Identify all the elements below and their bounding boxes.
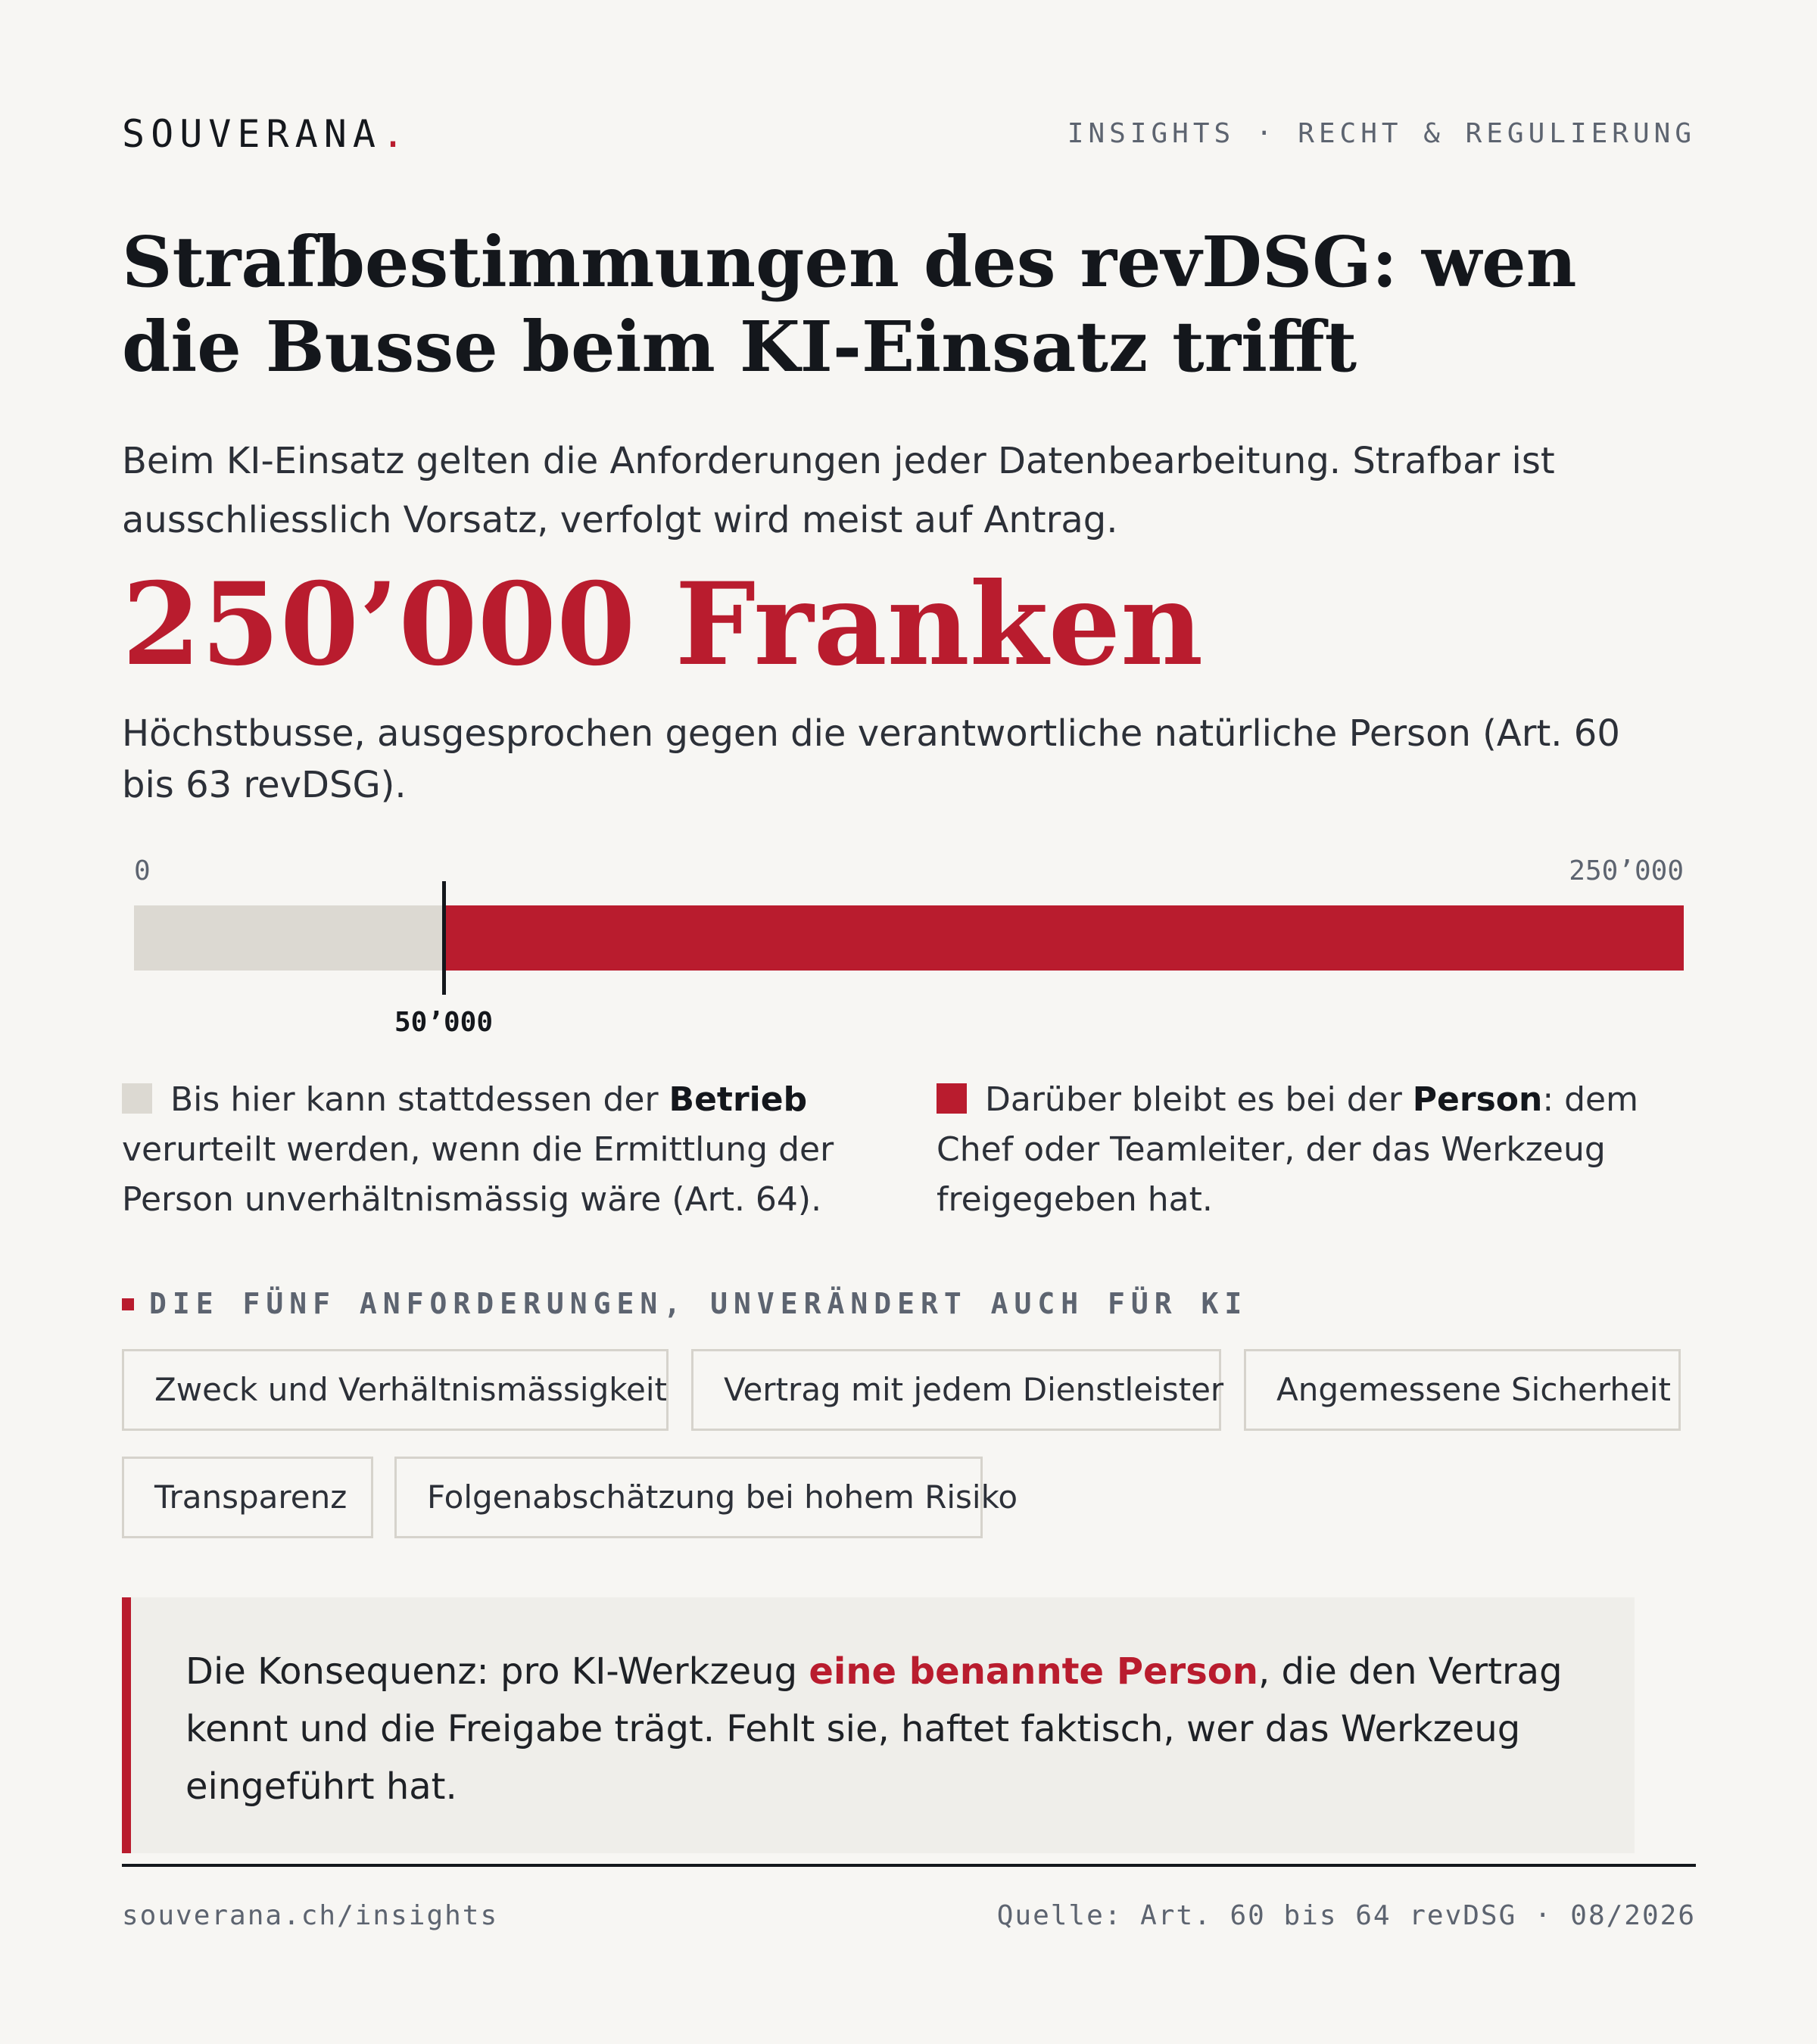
requirement-chip[interactable]: Zweck und Verhältnismässigkeit <box>122 1349 669 1431</box>
threshold-marker <box>442 881 446 995</box>
legend-person-text-before: Darüber bleibt es bei der <box>985 1080 1413 1119</box>
brand-logo[interactable] <box>122 112 410 156</box>
requirement-chip[interactable]: Vertrag mit jedem Dienstleister <box>691 1349 1221 1431</box>
max-fine-caption: Höchstbusse, ausgesprochen gegen die verantwortliche natürliche Person (Art. 60 bis 63 revDSG). <box>122 712 1620 806</box>
grey-swatch-icon <box>122 1083 152 1114</box>
legend-company-text-before: Bis hier kann stattdessen der <box>170 1080 669 1119</box>
requirement-chip[interactable]: Angemessene Sicherheit <box>1244 1349 1681 1431</box>
callout-highlight: eine benannte Person <box>809 1650 1258 1693</box>
legend-company <box>122 1075 849 1225</box>
max-fine-figure: 250’000 Franken <box>122 558 1204 691</box>
legend-person-bold: Person <box>1412 1080 1543 1119</box>
brand-dot: . <box>381 112 411 156</box>
scale-bar-track <box>134 905 1684 971</box>
footer-source: Quelle: Art. 60 bis 64 revDSG · 08/2026 <box>996 1900 1696 1931</box>
requirement-chip[interactable]: Folgenabschätzung bei hohem Risiko <box>394 1457 983 1538</box>
threshold-label: 50’000 <box>394 1007 494 1038</box>
lede: Beim KI-Einsatz gelten die Anforderungen jeder Datenbearbeitung. Strafbar ist ausschliesslich Vorsatz, verfolgt wird meist auf Antrag. <box>122 440 1555 541</box>
requirements-heading <box>122 1287 1248 1320</box>
footer-divider <box>122 1864 1696 1867</box>
legend-person <box>937 1075 1663 1225</box>
square-bullet-icon <box>122 1298 134 1310</box>
requirements-heading-text: DIE FÜNF ANFORDERUNGEN, UNVERÄNDERT AUCH FÜR KI <box>149 1287 1248 1320</box>
footer-url[interactable]: souverana.ch/insights <box>122 1900 499 1931</box>
fine-scale <box>134 855 1684 1045</box>
legend-person-text-after: : dem Chef oder Teamleiter, der das Werkzeug freigegeben hat. <box>937 1080 1638 1219</box>
callout-text-before: Die Konsequenz: pro KI-Werkzeug <box>185 1650 809 1693</box>
consequence-callout <box>122 1597 1635 1853</box>
infographic <box>122 0 1696 2044</box>
scale-max-label: 250’000 <box>1569 855 1684 886</box>
requirement-chip[interactable]: Transparenz <box>122 1457 373 1538</box>
scale-min-label: 0 <box>134 855 151 886</box>
red-swatch-icon <box>937 1083 967 1114</box>
brand-name: SOUVERANA <box>122 112 382 156</box>
legend-company-text-after: verurteilt werden, wenn die Ermittlung der Person unverhältnismässig wäre (Art. 64). <box>122 1130 834 1219</box>
legend-company-bold: Betrieb <box>669 1080 808 1119</box>
page-title: Strafbestimmungen des revDSG: wen die Busse beim KI-Einsatz trifft <box>122 221 1577 388</box>
scale-bar-person-segment <box>444 905 1684 971</box>
callout-text-after: , die den Vertrag kennt und die Freigabe trägt. Fehlt sie, haftet faktisch, wer das Werkzeug eingeführt hat. <box>185 1650 1563 1808</box>
section-label[interactable]: INSIGHTS · RECHT & REGULIERUNG <box>1067 118 1696 149</box>
top-bar <box>122 112 1696 157</box>
